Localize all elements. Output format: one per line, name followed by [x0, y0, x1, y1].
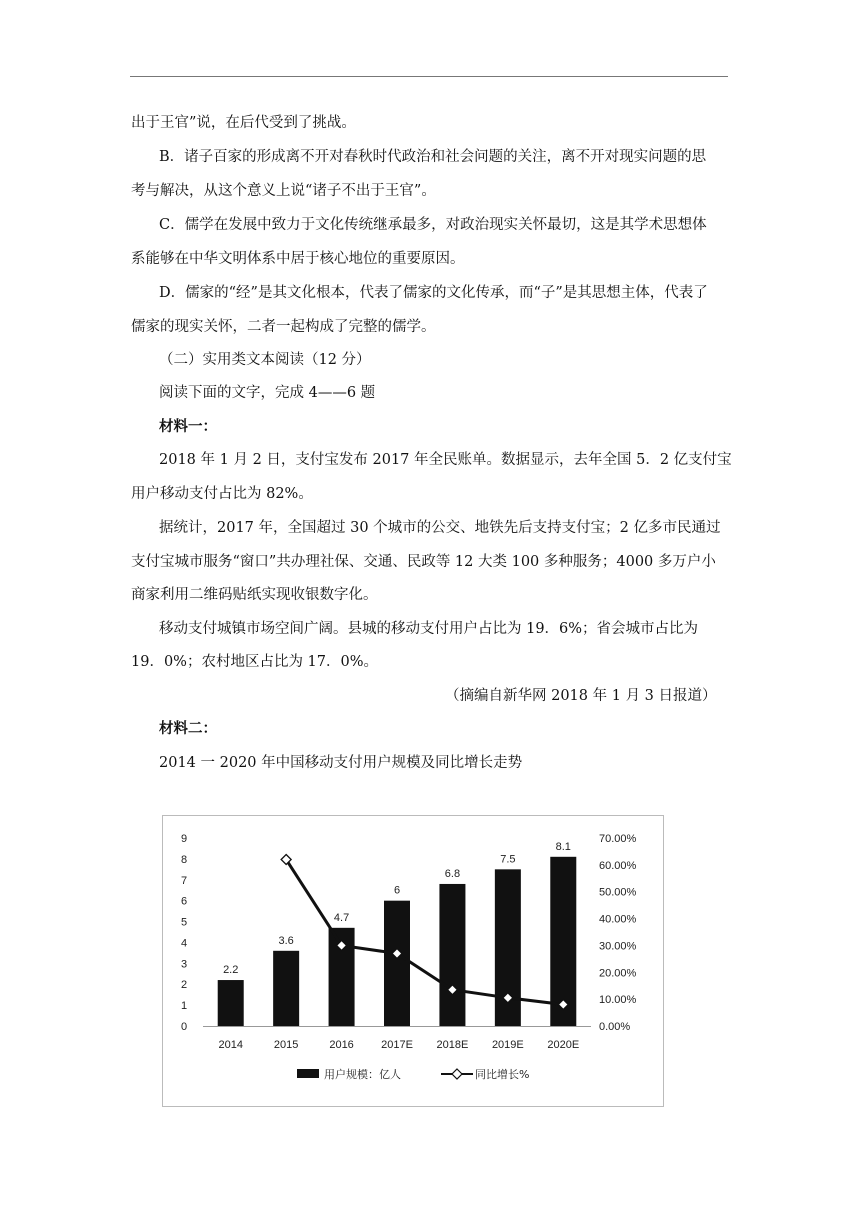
- bar: [439, 884, 465, 1026]
- left-axis-tick-label: 3: [181, 958, 188, 971]
- chart-caption: 2014 一 2020 年中国移动支付用户规模及同比增长走势: [159, 755, 523, 771]
- bar-value-label: 2.2: [223, 964, 239, 977]
- paragraph-line: 考与解决，从这个意义上说“诸子不出于王官”。: [131, 183, 436, 199]
- paragraph-line: 出于王官”说，在后代受到了挑战。: [131, 115, 356, 131]
- x-axis-tick-label: 2020E: [547, 1039, 580, 1051]
- bar-value-label: 4.7: [333, 911, 350, 924]
- source-citation: （摘编自新华网 2018 年 1 月 3 日报道）: [445, 688, 717, 704]
- bar: [384, 901, 410, 1026]
- bar-value-label: 6.8: [444, 867, 461, 880]
- option-d-line: D．儒家的“经”是其文化根本，代表了儒家的文化传承，而“子”是其思想主体，代表了: [159, 285, 708, 301]
- option-c-line: C．儒学在发展中致力于文化传统继承最多，对政治现实关怀最切，这是其学术思想体: [159, 217, 707, 233]
- left-axis-tick-label: 7: [181, 874, 188, 887]
- paragraph-line: 系能够在中华文明体系中居于核心地位的重要原因。: [131, 251, 465, 267]
- x-axis-tick-label: 2017E: [381, 1039, 413, 1051]
- right-axis-tick-label: 30.00%: [599, 940, 637, 953]
- right-axis-tick-label: 10.00%: [599, 994, 637, 1007]
- right-axis-tick-label: 70.00%: [599, 833, 637, 845]
- paragraph-line: 据统计，2017 年，全国超过 30 个城市的公交、地铁先后支持支付宝；2 亿多市民通过: [159, 520, 721, 536]
- left-axis-tick-label: 9: [181, 833, 188, 845]
- paragraph-line: 商家利用二维码贴纸实现收银数字化。: [131, 587, 378, 603]
- bar-value-label: 6: [393, 884, 401, 897]
- right-axis-tick-label: 60.00%: [599, 859, 637, 872]
- right-axis-tick-label: 0.00%: [599, 1021, 631, 1033]
- paragraph-line: 儒家的现实关怀，二者一起构成了完整的儒学。: [131, 319, 436, 335]
- left-axis-tick-label: 4: [181, 937, 188, 950]
- legend-line-marker: [452, 1069, 462, 1079]
- option-b-line: B．诸子百家的形成离不开对春秋时代政治和社会问题的关注，离不开对现实问题的思: [159, 149, 707, 165]
- growth-line: [286, 859, 563, 1004]
- left-axis-tick-label: 2: [181, 979, 188, 992]
- right-axis-tick-label: 40.00%: [599, 913, 637, 926]
- left-axis-tick-label: 5: [181, 916, 188, 929]
- bar-value-label: 8.1: [555, 840, 571, 853]
- mobile-payment-chart: [162, 815, 664, 1107]
- legend-line-label: 同比增长%: [475, 1068, 530, 1081]
- bar: [218, 980, 244, 1026]
- bar-value-label: 7.5: [500, 853, 516, 866]
- material-two-heading: 材料二：: [159, 720, 217, 737]
- bar: [273, 951, 299, 1026]
- paragraph-line: 用户移动支付占比为 82%。: [131, 486, 313, 502]
- left-axis-tick-label: 0: [181, 1021, 188, 1033]
- x-axis-tick-label: 2019E: [491, 1039, 524, 1051]
- section-heading: （二）实用类文本阅读（12 分）: [159, 352, 371, 368]
- paragraph-line: 2018 年 1 月 2 日，支付宝发布 2017 年全民账单。数据显示，去年全国 5．2 亿支付宝: [159, 452, 732, 468]
- left-axis-tick-label: 6: [181, 895, 188, 908]
- x-axis-tick-label: 2016: [329, 1039, 354, 1051]
- paragraph-line: 移动支付城镇市场空间广阔。县城的移动支付用户占比为 19．6%；省会城市占比为: [159, 621, 699, 637]
- legend-bar-swatch: [297, 1069, 319, 1078]
- x-axis-tick-label: 2018E: [436, 1039, 469, 1051]
- material-one-heading: 材料一：: [159, 418, 217, 435]
- left-axis-tick-label: 8: [181, 853, 188, 866]
- paragraph-line: 支付宝城市服务“窗口”共办理社保、交通、民政等 12 大类 100 多种服务；4000 多万户小: [131, 554, 716, 570]
- header-rule: [130, 76, 728, 77]
- right-axis-tick-label: 20.00%: [599, 967, 637, 980]
- paragraph-line: 19．0%；农村地区占比为 17．0%。: [131, 654, 379, 670]
- chart-svg: [163, 816, 663, 1106]
- x-axis-tick-label: 2014: [218, 1039, 243, 1051]
- right-axis-tick-label: 50.00%: [599, 886, 637, 899]
- bar-value-label: 3.6: [278, 934, 294, 947]
- instruction-line: 阅读下面的文字，完成 4——6 题: [159, 385, 376, 401]
- x-axis-tick-label: 2015: [273, 1039, 299, 1051]
- left-axis-tick-label: 1: [181, 1000, 188, 1013]
- legend-bar-label: 用户规模：亿人: [324, 1068, 401, 1081]
